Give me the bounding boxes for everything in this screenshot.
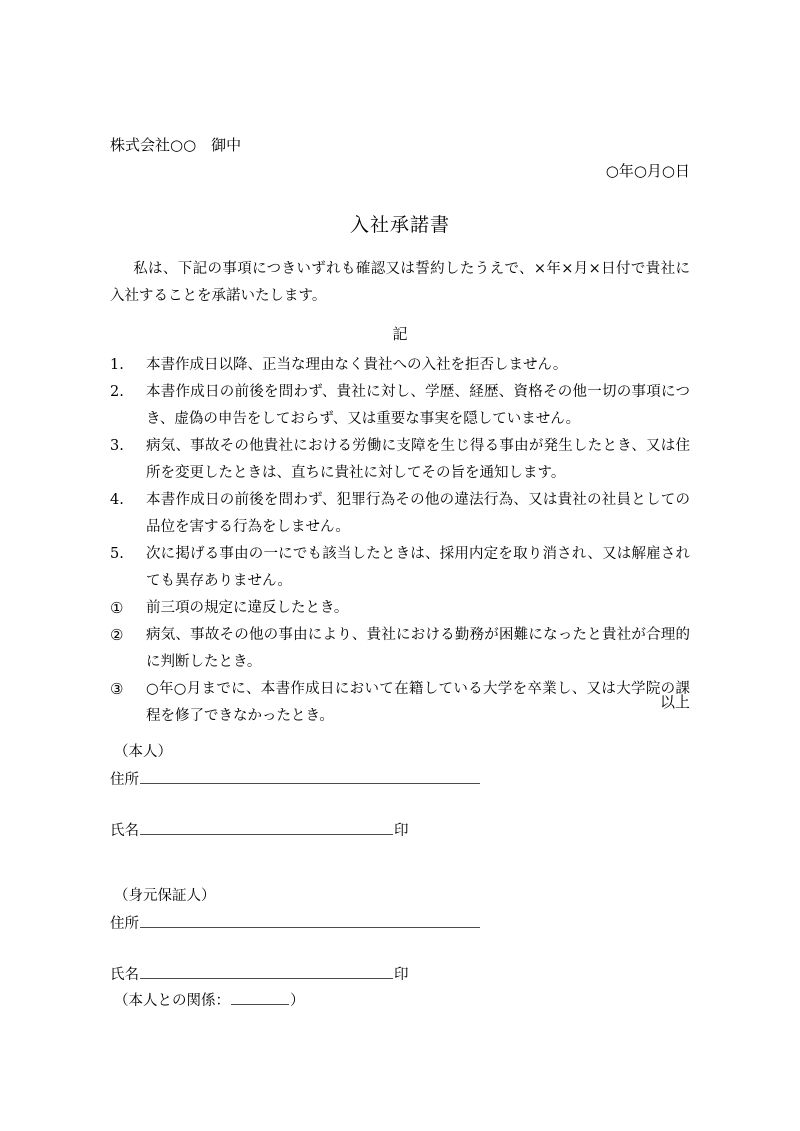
clause-text: 次に掲げる事由の一にでも該当したときは、採用内定を取り消され、又は解雇されても異存ありません。 <box>146 546 690 589</box>
clause-text: 病気、事故その他貴社における労働に支障を生じ得る事由が発生したとき、又は住所を変更したときは、直ちに貴社に対してその旨を通知します。 <box>146 438 690 481</box>
clause-subitem <box>110 622 690 676</box>
intro-paragraph: 私は、下記の事項につきいずれも確認又は誓約したうえで、×年×月×日付で貴社に入社することを承諾いたします。 <box>110 261 690 304</box>
clause-text: 病気、事故その他の事由により、貴社における勤務が困難になったと貴社が合理的に判断したとき。 <box>146 627 690 670</box>
clause-item <box>110 379 690 433</box>
clause-marker: ① <box>110 599 124 617</box>
clause-marker: 2. <box>110 384 124 400</box>
clause-marker: ② <box>110 626 124 644</box>
relation-suffix-label: ） <box>290 993 305 1009</box>
clause-item <box>110 433 690 487</box>
name-label: 氏名 <box>110 823 139 839</box>
page-title: 入社承諾書 <box>349 214 450 236</box>
document-date: ○年○月○日 <box>605 162 690 180</box>
address-write-line[interactable] <box>140 770 480 784</box>
clause-text: 本書作成日以降、正当な理由なく貴社への入社を拒否しません。 <box>146 357 568 373</box>
relation-prefix-label: （本人との関係： <box>114 993 230 1009</box>
signature-heading: （本人） <box>114 744 172 760</box>
signature-block-person <box>110 740 690 843</box>
signature-heading: （身元保証人） <box>114 888 216 904</box>
relation-write-line[interactable] <box>231 991 289 1005</box>
seal-label: 印 <box>394 967 409 983</box>
clause-text: 本書作成日の前後を問わず、貴社に対し、学歴、経歴、資格その他一切の事項につき、虚偽の申告をしておらず、又は重要な事実を隠していません。 <box>146 384 690 427</box>
clause-marker: 4. <box>110 492 124 508</box>
clause-item <box>110 487 690 541</box>
clause-list <box>110 352 690 730</box>
ki-marker: 記 <box>392 325 408 343</box>
name-row <box>110 819 690 843</box>
address-row <box>110 768 690 792</box>
name-write-line[interactable] <box>140 965 393 979</box>
name-write-line[interactable] <box>140 821 393 835</box>
clause-subitem <box>110 595 690 622</box>
seal-label: 印 <box>394 823 409 839</box>
clause-item <box>110 541 690 595</box>
clause-item <box>110 352 690 379</box>
address-label: 住所 <box>110 772 139 788</box>
address-row <box>110 912 690 936</box>
clause-text: 前三項の規定に違反したとき。 <box>146 600 349 616</box>
addressee-line: 株式会社○○ 御中 <box>110 136 242 154</box>
clause-text: ○年○月までに、本書作成日において在籍している大学を卒業し、又は大学院の課程を修了できなかったとき。 <box>146 681 690 724</box>
relation-row <box>110 989 690 1013</box>
clause-marker: 1. <box>110 357 124 373</box>
signature-block-guarantor <box>110 884 690 1013</box>
closing-marker: 以上 <box>659 693 690 711</box>
clause-marker: 3. <box>110 438 124 454</box>
name-row <box>110 963 690 987</box>
address-write-line[interactable] <box>140 914 480 928</box>
address-label: 住所 <box>110 916 139 932</box>
clause-text: 本書作成日の前後を問わず、犯罪行為その他の違法行為、又は貴社の社員としての品位を害する行為をしません。 <box>146 492 690 535</box>
clause-marker: 5. <box>110 546 124 562</box>
clause-marker: ③ <box>110 680 124 698</box>
name-label: 氏名 <box>110 967 139 983</box>
